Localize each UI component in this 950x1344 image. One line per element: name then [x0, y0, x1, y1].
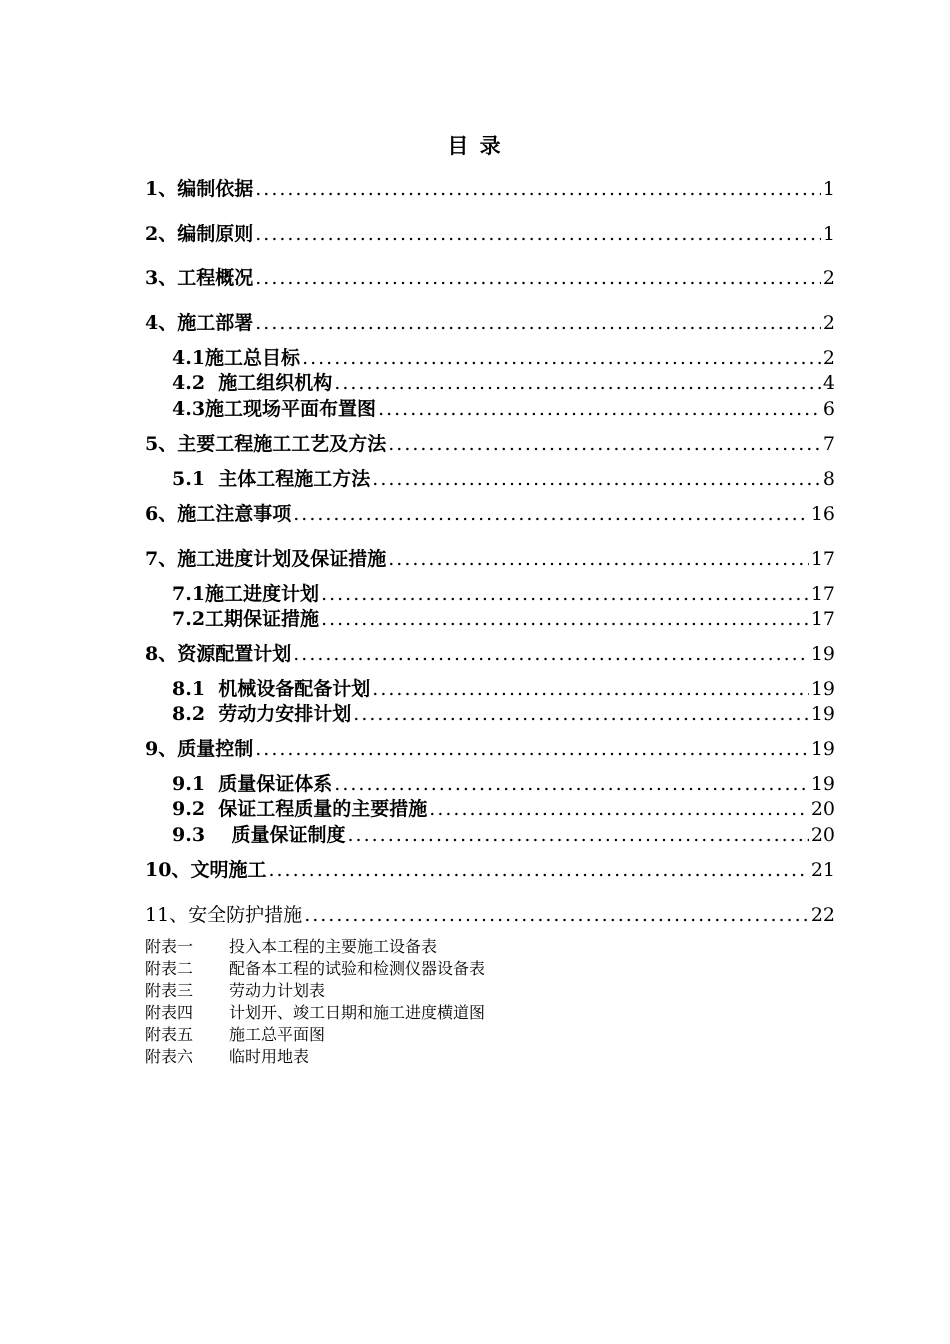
appendix-text: 配备本工程的试验和检测仪器设备表 [229, 959, 486, 978]
toc-leader-dots [353, 701, 809, 727]
toc-subentry[interactable] [172, 345, 835, 371]
toc-entry[interactable] [145, 546, 835, 572]
toc-entry-label: 4、施工部署 [145, 312, 254, 334]
toc-page-number: 1 [822, 178, 835, 200]
toc-entry-label: 8、资源配置计划 [145, 643, 292, 665]
toc-entry[interactable] [145, 736, 835, 762]
toc-subentry[interactable] [172, 396, 835, 422]
toc-entry-label: 7.2工期保证措施 [172, 608, 320, 630]
toc-entry-label: 8.2 劳动力安排计划 [172, 703, 352, 725]
toc-leader-dots [304, 902, 809, 928]
appendix-label: 附表五 [145, 1025, 194, 1044]
toc-leader-dots [293, 501, 809, 527]
toc-leader-dots [255, 736, 809, 762]
appendix-item [145, 1046, 309, 1068]
toc-leader-dots [429, 796, 809, 822]
appendix-label: 附表一 [145, 937, 194, 956]
appendix-item [145, 958, 485, 980]
toc-leader-dots [388, 431, 821, 457]
toc-entry[interactable] [145, 857, 835, 883]
toc-page-number: 2 [822, 312, 835, 334]
toc-entry-label: 7、施工进度计划及保证措施 [145, 548, 387, 570]
toc-leader-dots [378, 396, 821, 422]
toc-entry[interactable] [145, 641, 835, 667]
toc-subentry[interactable] [172, 676, 835, 702]
toc-entry-label: 9.3 质量保证制度 [172, 824, 346, 846]
toc-page-number: 19 [810, 773, 835, 795]
toc-entry-label: 10、文明施工 [145, 859, 267, 881]
toc-entry-label: 11、安全防护措施 [145, 904, 303, 926]
toc-entry-label: 7.1施工进度计划 [172, 583, 320, 605]
toc-entry[interactable] [145, 501, 835, 527]
toc-leader-dots [348, 822, 809, 848]
toc-page-number: 19 [810, 643, 835, 665]
appendix-item [145, 936, 437, 958]
toc-leader-dots [255, 310, 821, 336]
toc-leader-dots [255, 221, 821, 247]
toc-leader-dots [388, 546, 809, 572]
appendix-item [145, 1002, 485, 1024]
toc-entry[interactable] [145, 902, 835, 928]
toc-page-number: 20 [810, 798, 835, 820]
toc-page-number: 4 [822, 372, 835, 394]
toc-entry-label: 5、主要工程施工工艺及方法 [145, 433, 387, 455]
toc-page-number: 22 [810, 904, 835, 926]
appendix-label: 附表六 [145, 1047, 194, 1066]
toc-entry-label: 5.1 主体工程施工方法 [172, 468, 371, 490]
toc-page-number: 17 [810, 608, 835, 630]
toc-entry-label: 3、工程概况 [145, 267, 254, 289]
toc-page-number: 19 [810, 738, 835, 760]
toc-entry-label: 4.2 施工组织机构 [172, 372, 333, 394]
toc-entry-label: 9.2 保证工程质量的主要措施 [172, 798, 428, 820]
toc-page-number: 2 [822, 347, 835, 369]
toc-page-number: 1 [822, 223, 835, 245]
toc-entry-label: 4.3施工现场平面布置图 [172, 398, 377, 420]
appendix-label: 附表四 [145, 1003, 194, 1022]
toc-leader-dots [321, 581, 809, 607]
appendix-text: 劳动力计划表 [229, 981, 326, 1000]
toc-leader-dots [255, 176, 821, 202]
appendix-label: 附表二 [145, 959, 194, 978]
toc-leader-dots [321, 606, 809, 632]
toc-entry-label: 4.1施工总目标 [172, 347, 301, 369]
toc-page-number: 16 [810, 503, 835, 525]
toc-leader-dots [334, 370, 821, 396]
appendix-item [145, 1024, 325, 1046]
toc-leader-dots [268, 857, 808, 883]
toc-page-number: 2 [822, 267, 835, 289]
toc-page-number: 19 [810, 703, 835, 725]
toc-entry-label: 1、编制依据 [145, 178, 254, 200]
toc-entry-label: 9.1 质量保证体系 [172, 773, 333, 795]
toc-page-number: 19 [810, 678, 835, 700]
toc-leader-dots [302, 345, 821, 371]
toc-entry-label: 6、施工注意事项 [145, 503, 292, 525]
toc-entry[interactable] [145, 176, 835, 202]
toc-entry-label: 8.1 机械设备配备计划 [172, 678, 371, 700]
toc-subentry[interactable] [172, 822, 835, 848]
toc-page-number: 17 [810, 548, 835, 570]
toc-subentry[interactable] [172, 466, 835, 492]
appendix-text: 计划开、竣工日期和施工进度横道图 [229, 1003, 486, 1022]
toc-page-number: 17 [810, 583, 835, 605]
appendix-text: 投入本工程的主要施工设备表 [229, 937, 438, 956]
toc-entry[interactable] [145, 310, 835, 336]
appendix-text: 施工总平面图 [229, 1025, 326, 1044]
toc-leader-dots [334, 771, 809, 797]
toc-entry[interactable] [145, 431, 835, 457]
toc-page-number: 21 [810, 859, 835, 881]
toc-entry[interactable] [145, 265, 835, 291]
toc-leader-dots [372, 466, 821, 492]
toc-subentry[interactable] [172, 606, 835, 632]
appendix-item [145, 980, 325, 1002]
toc-subentry[interactable] [172, 370, 835, 396]
toc-page-number: 6 [822, 398, 835, 420]
toc-subentry[interactable] [172, 581, 835, 607]
toc-subentry[interactable] [172, 771, 835, 797]
toc-entry-label: 2、编制原则 [145, 223, 254, 245]
toc-leader-dots [293, 641, 809, 667]
toc-subentry[interactable] [172, 796, 835, 822]
page-title: 目 录 [447, 133, 503, 158]
appendix-label: 附表三 [145, 981, 194, 1000]
toc-leader-dots [372, 676, 809, 702]
toc-page-number: 8 [822, 468, 835, 490]
toc-page-number: 20 [810, 824, 835, 846]
appendix-text: 临时用地表 [229, 1047, 310, 1066]
toc-subentry[interactable] [172, 701, 835, 727]
toc-entry[interactable] [145, 221, 835, 247]
toc-leader-dots [255, 265, 821, 291]
toc-page-number: 7 [822, 433, 835, 455]
toc-entry-label: 9、质量控制 [145, 738, 254, 760]
